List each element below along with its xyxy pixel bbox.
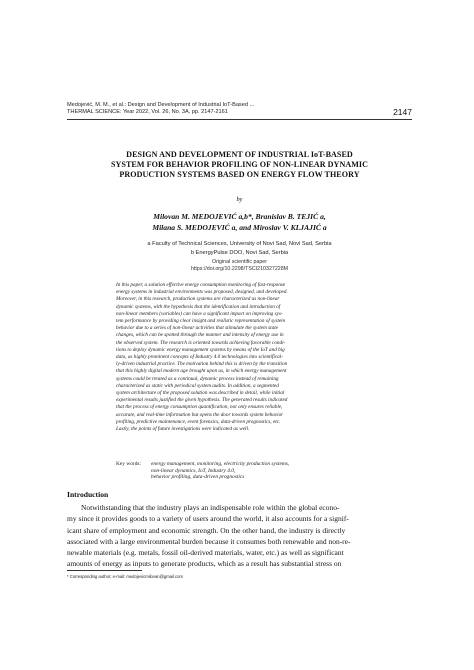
keywords-line: energy management, monitoring, electricity production systems, <box>151 461 290 467</box>
abstract-line: profiling, predictive maintenance, event forensics, data-driven prognostics, etc. <box>116 418 281 425</box>
affiliation-b: b EnergyPulse DOO, Novi Sad, Serbia <box>190 250 289 256</box>
keywords-line: behavior profiling, data-driven prognostics <box>151 474 245 480</box>
abstract-line: ly-driven industrial practice. The motivation behind this is driven by the transition <box>116 361 288 368</box>
body-line: icant share of employment and economic strength. On the other hand, the industry is directly <box>67 525 346 535</box>
keywords-label: Key words: <box>116 461 142 467</box>
paper-type: Original scientific paper <box>211 259 268 265</box>
abstract-line: behavior due to a series of non-linear activities that stimulate the system state <box>116 325 278 332</box>
abstract-line: Moreover, in this research, production systems are characterized as non-linear <box>116 296 280 303</box>
abstract-line: characterized as static with periodical system audits. In addition, a segmented <box>116 382 279 389</box>
abstract-line: In this paper, a solution effective energy consumption monitoring of fast-response <box>116 282 286 288</box>
author-list <box>67 212 412 233</box>
running-head <box>67 102 412 116</box>
abstract-line: non-linear members (variables) can have a significant impact on improving sys- <box>116 310 283 317</box>
abstract-line: that the process of energy consumption quantification, not only ensures reliable, <box>116 404 283 411</box>
author-line: Milana S. MEDOJEVIĆ a, and Miroslav V. KLJAJIĆ a <box>152 222 327 232</box>
abstract-line: data, as highly prominent concepts of Industry 4.0 technologies into scientifical- <box>116 354 283 361</box>
abstract <box>116 282 360 433</box>
affiliation-a: a Faculty of Technical Sciences, University of Novi Sad, Novi Sad, Serbia <box>147 241 332 247</box>
abstract-line: Lastly, the points of future investigations were indicated as well. <box>116 426 250 433</box>
by-label: by <box>236 196 243 203</box>
abstract-line: experimental results justified the given hypothesis. The generated results indicated <box>116 397 288 404</box>
paper-meta <box>67 259 412 273</box>
body-line: associated with a large environmental burden because it consumes both renewable and non-re- <box>67 536 351 546</box>
abstract-line: accurate, and real-time information but opens the door towards system behavior <box>116 411 284 418</box>
paper-title <box>67 150 412 179</box>
introduction-paragraph <box>67 502 412 570</box>
abstract-line: systems could be treated as a continual, dynamic process instead of remaining <box>116 375 279 382</box>
header-divider <box>67 119 412 120</box>
abstract-line: dynamic systems, with the hypothesis that the identification and introduction of <box>116 303 281 310</box>
footnote-divider <box>67 570 142 571</box>
abstract-line: that this highly digital modern age brought upon us, in which energy management <box>116 368 287 375</box>
running-head-authors: Medojević, M. M., et al.: Design and Development of Industrial IoT-Based ... <box>67 102 255 108</box>
body-line: newable materials (e.g. metals, fossil oil-derived materials, water, etc.) as well as significant <box>67 548 344 558</box>
abstract-line: system architecture of the proposed solution was described in detail, while initial <box>116 390 285 397</box>
abstract-line: changes, which can be spotted through the manner and intensity of energy use in <box>116 332 284 339</box>
author-line: Milovan M. MEDOJEVIĆ a,b*, Branislav B. TEJIĆ a, <box>153 212 326 221</box>
body-line: amounts of energy as inputs to generate products, which as a result has substantial stress on <box>67 559 342 569</box>
corresponding-author-footnote: * Corresponding author; e-mail: medojevicmilovan@gmail.com <box>67 574 183 579</box>
running-head-journal: THERMAL SCIENCE: Year 2022, Vol. 26, No. 3A, pp. 2147-2161 <box>67 109 228 115</box>
affiliations <box>67 240 412 258</box>
body-line: Notwithstanding that the industry plays an indispensable role within the global econo- <box>81 503 340 512</box>
page-number: 2147 <box>393 107 412 117</box>
abstract-line: tem performance by providing clear insight and realistic representation of system <box>116 318 285 325</box>
doi-link[interactable]: https://doi.org/10.2298/TSCI210327228M <box>190 266 289 272</box>
abstract-line: energy systems in industrial environments was proposed, designed, and developed. <box>116 289 288 296</box>
section-heading-introduction: Introduction <box>67 490 109 499</box>
title-line: DESIGN AND DEVELOPMENT OF INDUSTRIAL IoT-BASED <box>126 150 353 159</box>
abstract-line: the observed system. The research is oriented towards achieving favorable condi- <box>116 339 286 346</box>
keywords-text <box>151 461 341 481</box>
title-line: PRODUCTION SYSTEMS BASED ON ENERGY FLOW THEORY <box>119 169 360 179</box>
body-line: my since it provides goods to a variety of users around the world, it also accounts for a signif- <box>67 514 349 524</box>
keywords-line: non-linear dynamics, IoT, Industry 4.0, <box>151 467 236 474</box>
title-line: SYSTEM FOR BEHAVIOR PROFILING OF NON-LINEAR DYNAMIC <box>110 159 369 169</box>
abstract-line: tions to deploy dynamic energy management systems by means of the IoT and big <box>116 346 285 353</box>
